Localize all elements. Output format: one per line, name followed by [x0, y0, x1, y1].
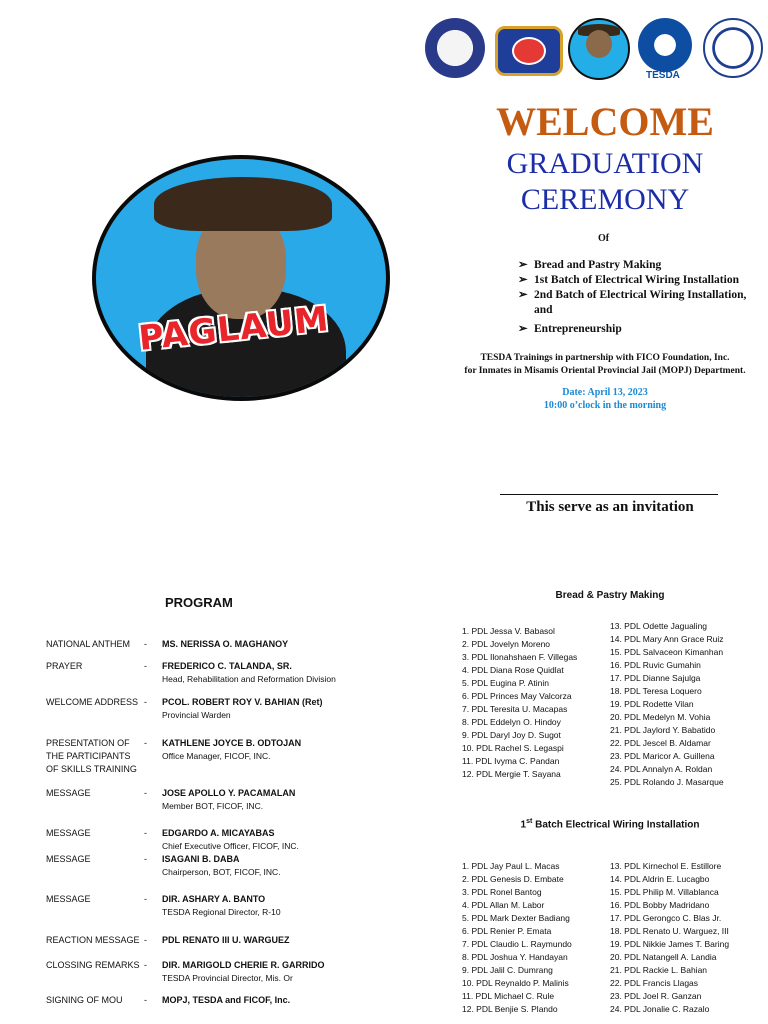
- list-item: 5. PDL Eugina P. Atinin: [462, 678, 549, 688]
- list-item: 25. PDL Rolando J. Masarque: [610, 777, 724, 787]
- speaker-name: ISAGANI B. DABA: [162, 854, 240, 864]
- bread-section-title: Bread & Pastry Making: [555, 590, 665, 601]
- program-label: REACTION MESSAGE: [46, 935, 140, 945]
- list-item: 10. PDL Rachel S. Legaspi: [462, 743, 564, 753]
- course-item: ➢ 1st Batch of Electrical Wiring Installation: [518, 274, 739, 286]
- program-dash: -: [144, 828, 147, 838]
- list-item: 9. PDL Jalil C. Dumrang: [462, 965, 553, 975]
- speaker-role: Chief Executive Officer, FICOF, INC.: [162, 841, 299, 851]
- partnership-text: TESDA Trainings in partnership with FICO Foundation, Inc. for Inmates in Misamis Oriental Provincial Jail (MOPJ) Department.: [464, 353, 746, 376]
- bread-list-right: [610, 620, 724, 789]
- speaker-name: MOPJ, TESDA and FICOF, Inc.: [162, 995, 291, 1005]
- list-item: 15. PDL Salvaceon Kimanhan: [610, 647, 724, 657]
- tesda-logo: [638, 18, 692, 72]
- list-item: 1. PDL Jay Paul L. Macas: [462, 861, 560, 871]
- list-item: 11. PDL Michael C. Rule: [462, 991, 555, 1001]
- program-label: NATIONAL ANTHEM: [46, 639, 131, 649]
- list-item: 3. PDL Ronel Bantog: [462, 887, 542, 897]
- list-item: 2. PDL Jovelyn Moreno: [462, 639, 551, 649]
- list-item: 21. PDL Jaylord Y. Babatido: [610, 725, 716, 735]
- speaker-role: TESDA Regional Director, R-10: [162, 907, 281, 917]
- list-item: 11. PDL Ivyma C. Pandan: [462, 756, 560, 766]
- program-dash: -: [144, 935, 147, 945]
- foundation-seal-logo: [703, 18, 763, 78]
- arrow-bullet-icon: ➢: [518, 274, 528, 286]
- invitation-text: This serve as an invitation: [526, 499, 694, 515]
- program-dash: -: [144, 661, 147, 671]
- program-label: MESSAGE: [46, 828, 91, 838]
- speaker-name: JOSE APOLLO Y. PACAMALAN: [162, 788, 296, 798]
- speaker-role: Provincial Warden: [162, 710, 231, 720]
- program-label: PRESENTATION OF THE PARTICIPANTS OF SKILLS TRAINING: [46, 738, 137, 774]
- list-item: 8. PDL Joshua Y. Handayan: [462, 952, 568, 962]
- paglaum-small-logo: [568, 18, 630, 80]
- program-dash: -: [144, 639, 147, 649]
- program-dash: -: [144, 788, 147, 798]
- divider-line: [500, 494, 718, 495]
- speaker-name: DIR. ASHARY A. BANTO: [162, 894, 266, 904]
- list-item: 12. PDL Benjie S. Plando: [462, 1004, 558, 1014]
- program-speaker: [162, 934, 392, 947]
- list-item: 14. PDL Mary Ann Grace Ruiz: [610, 634, 724, 644]
- list-item: 15. PDL Philip M. Villablanca: [610, 887, 719, 897]
- program-label: WELCOME ADDRESS: [46, 697, 139, 707]
- list-item: 24. PDL Jonalie C. Razalo: [610, 1004, 710, 1014]
- list-item: 17. PDL Dianne Sajulga: [610, 673, 701, 683]
- list-item: 22. PDL Francis Llagas: [610, 978, 699, 988]
- program-speaker: [162, 737, 392, 763]
- province-seal-logo: [425, 18, 485, 78]
- program-speaker: [162, 696, 392, 722]
- program-label: PRAYER: [46, 661, 83, 671]
- program-dash: -: [144, 960, 147, 970]
- program-speaker: [162, 853, 392, 879]
- list-item: 22. PDL Jescel B. Aldamar: [610, 738, 711, 748]
- list-item: 7. PDL Claudio L. Raymundo: [462, 939, 572, 949]
- welcome-heading: WELCOME: [496, 99, 714, 144]
- arrow-bullet-icon: ➢: [518, 289, 528, 301]
- program-label: CLOSSING REMARKS: [46, 960, 140, 970]
- list-item: 12. PDL Mergie T. Sayana: [462, 769, 561, 779]
- list-item: 13. PDL Odette Jagualing: [610, 621, 708, 631]
- list-item: 18. PDL Renato U. Warguez, III: [610, 926, 729, 936]
- course-item: ➢ Entrepreneurship: [518, 323, 622, 335]
- program-speaker: [162, 994, 392, 1007]
- program-label: MESSAGE: [46, 788, 91, 798]
- speaker-role: Member BOT, FICOF, INC.: [162, 801, 264, 811]
- program-dash: -: [144, 697, 147, 707]
- arrow-bullet-icon: ➢: [518, 259, 528, 271]
- list-item: 14. PDL Aldrin E. Lucagbo: [610, 874, 710, 884]
- program-dash: -: [144, 894, 147, 904]
- program-dash: -: [144, 854, 147, 864]
- speaker-role: Head, Rehabilitation and Reformation Division: [162, 674, 336, 684]
- program-dash: -: [144, 995, 147, 1005]
- list-item: 3. PDL Ilonahshaen F. Villegas: [462, 652, 578, 662]
- graduation-heading: [470, 146, 740, 218]
- speaker-name: EDGARDO A. MICAYABAS: [162, 828, 275, 838]
- tesda-label: TESDA: [646, 70, 680, 81]
- list-item: 19. PDL Rodette Vilan: [610, 699, 694, 709]
- list-item: 1. PDL Jessa V. Babasol: [462, 626, 555, 636]
- list-item: 20. PDL Medelyn M. Vohia: [610, 712, 711, 722]
- list-item: 7. PDL Teresita U. Macapas: [462, 704, 568, 714]
- list-item: 18. PDL Teresa Loquero: [610, 686, 702, 696]
- list-item: 5. PDL Mark Dexter Badiang: [462, 913, 570, 923]
- list-item: 9. PDL Daryl Joy D. Sugot: [462, 730, 561, 740]
- graduation-line: GRADUATION: [506, 147, 704, 180]
- electrical-list-right: [610, 860, 729, 1016]
- speaker-name: FREDERICO C. TALANDA, SR.: [162, 661, 292, 671]
- event-date: Date: April 13, 2023 10:00 o’clock in the morning: [543, 387, 667, 411]
- list-item: 6. PDL Renier P. Emata: [462, 926, 552, 936]
- program-title: PROGRAM: [165, 595, 233, 610]
- program-speaker: [162, 660, 392, 686]
- program-speaker: [162, 638, 392, 651]
- list-item: 24. PDL Annalyn A. Roldan: [610, 764, 713, 774]
- program-speaker: [162, 893, 392, 919]
- electrical-list-left: [462, 860, 572, 1016]
- speaker-role: Office Manager, FICOF, INC.: [162, 751, 271, 761]
- list-item: 10. PDL Reynaldo P. Malinis: [462, 978, 569, 988]
- list-item: 17. PDL Gerongco C. Blas Jr.: [610, 913, 722, 923]
- bread-list-left: [462, 625, 577, 781]
- of-text: Of: [598, 233, 610, 244]
- speaker-name: MS. NERISSA O. MAGHANOY: [162, 639, 289, 649]
- list-item: 13. PDL Kirnechol E. Estillore: [610, 861, 722, 871]
- list-item: 6. PDL Princes May Valcorza: [462, 691, 572, 701]
- course-item: ➢ Bread and Pastry Making: [518, 259, 662, 271]
- paglaum-brand-text: PAGLAUM: [136, 299, 332, 359]
- list-item: 8. PDL Eddelyn O. Hindoy: [462, 717, 561, 727]
- list-item: 4. PDL Allan M. Labor: [462, 900, 545, 910]
- speaker-name: KATHLENE JOYCE B. ODTOJAN: [162, 738, 302, 748]
- list-item: 21. PDL Rackie L. Bahian: [610, 965, 708, 975]
- electrical-section-title: 1st Batch Electrical Wiring Installation: [520, 818, 700, 831]
- program-speaker: [162, 787, 392, 813]
- program-label: MESSAGE: [46, 894, 91, 904]
- list-item: 19. PDL Nikkie James T. Baring: [610, 939, 730, 949]
- ceremony-line: CEREMONY: [520, 183, 690, 216]
- course-item: ➢ 2nd Batch of Electrical Wiring Installation,: [518, 289, 747, 301]
- program-speaker: [162, 827, 392, 853]
- list-item: 23. PDL Joel R. Ganzan: [610, 991, 702, 1001]
- list-item: 16. PDL Ruvic Gumahin: [610, 660, 701, 670]
- arrow-bullet-icon: ➢: [518, 323, 528, 335]
- speaker-role: Chairperson, BOT, FICOF, INC.: [162, 867, 281, 877]
- list-item: 4. PDL Diana Rose Quidlat: [462, 665, 564, 675]
- list-item: 20. PDL Natangell A. Landia: [610, 952, 717, 962]
- course-list: [518, 258, 768, 337]
- program-speaker: [162, 959, 392, 985]
- speaker-name: DIR. MARIGOLD CHERIE R. GARRIDO: [162, 960, 325, 970]
- course-item-continuation: and: [534, 304, 553, 316]
- list-item: 16. PDL Bobby Madridano: [610, 900, 710, 910]
- speaker-name: PCOL. ROBERT ROY V. BAHIAN (Ret): [162, 697, 323, 707]
- program-label: SIGNING OF MOU: [46, 995, 123, 1005]
- list-item: 2. PDL Genesis D. Embate: [462, 874, 564, 884]
- speaker-role: TESDA Provincial Director, Mis. Or: [162, 973, 293, 983]
- program-dash: -: [144, 738, 147, 748]
- jail-seal-logo: [495, 26, 563, 76]
- speaker-name: PDL RENATO III U. WARGUEZ: [162, 935, 290, 945]
- paglaum-big-logo: [92, 155, 390, 401]
- program-label: MESSAGE: [46, 854, 91, 864]
- list-item: 23. PDL Maricor A. Guillena: [610, 751, 715, 761]
